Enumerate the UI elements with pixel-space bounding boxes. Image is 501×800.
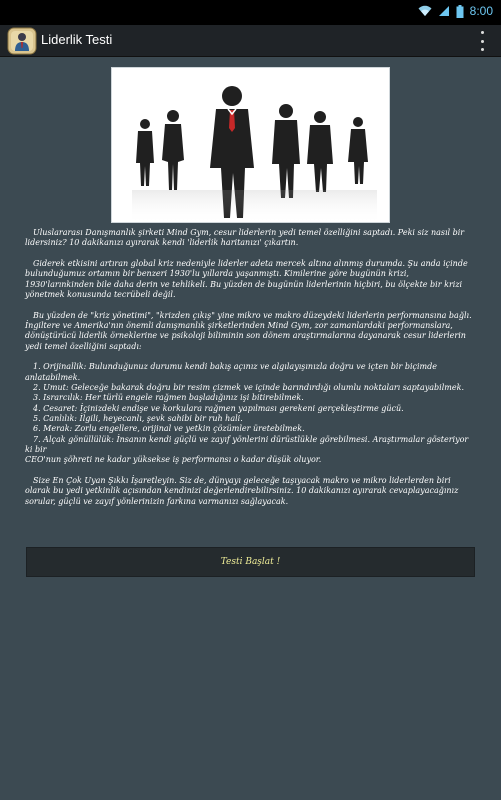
list-item: 1. Orijinallik: Bulunduğunuz durumu kendi bakış açınız ve algılayışınızla doğru ve içten bir biçimde anlatabilmek. bbox=[25, 362, 437, 382]
list-item: 3. Israrcılık: Her türlü engele rağmen başladığınız işi bitirebilmek. bbox=[33, 393, 304, 403]
status-time: 8:00 bbox=[469, 4, 493, 18]
wifi-icon bbox=[418, 5, 432, 17]
battery-icon bbox=[456, 5, 464, 18]
hero-image bbox=[111, 67, 390, 223]
crisis-paragraph: Giderek etkisini artıran global kriz nedeniyle liderler adeta mercek altına alınmış durumda. Şu anda içinde bulunduğumuz ortamın bir benzeri 1930'lu yıllarda yaşanmıştı. Kimilerine göre bugünün krizi, 1930'larınkinden bile daha derin ve tehlikeli. Bu yüzden de bugünün liderlerinin hiçbiri, bu ölçekte bir krizi yönetmek konusunda tecrübeli değil. bbox=[25, 259, 468, 299]
research-paragraph: Bu yüzden de "kriz yönetimi", "krizden çıkış" yine mikro ve makro düzeydeki liderlerin performansına bağlı. İngiltere ve Amerika'nın önemli danışmanlık şirketlerinden Mind Gym, zor zamanlardaki performanslara, dönüştürücü liderlik örneklerine ve psikoloji biliminin son dönem araştırmalarına dayanarak cesur liderlerin yedi temel özelliğini saptadı: bbox=[25, 310, 472, 351]
status-icons bbox=[418, 4, 493, 18]
traits-list bbox=[25, 362, 475, 465]
list-item: 4. Cesaret: İçinizdeki endişe ve korkulara rağmen yapılması gerekeni gerçekleştirme gücü. bbox=[33, 403, 404, 413]
start-test-button[interactable]: Testi Başlat ! bbox=[26, 547, 475, 577]
intro-paragraph: Uluslararası Danışmanlık şirketi Mind Gym, cesur liderlerin yedi temel özelliğini saptadı. Peki siz nasıl bir lidersiniz? 10 dakikanızı ayırarak kendi 'liderlik haritanızı' çıkartın. bbox=[25, 228, 465, 248]
article-text bbox=[25, 228, 475, 517]
list-item: 6. Merak: Zorlu engellere, orijinal ve yetkin çözümler üretebilmek. bbox=[33, 424, 305, 434]
signal-icon bbox=[438, 5, 450, 17]
app-logo-icon[interactable] bbox=[7, 27, 37, 55]
closing-paragraph: Size En Çok Uyan Şıkkı İşaretleyin. Siz de, dünyayı geleceğe taşıyacak makro ve mikro liderlerden biri olarak bu yedi yetkinlik açısından kendinizi değerlendirebilirsiniz. 10 dakikanızı ayırarak cevaplayacağınız sorular, güçlü ve zayıf yönlerinizin farkına varmanızı sağlayacak. bbox=[25, 475, 459, 506]
status-bar bbox=[0, 0, 501, 25]
list-item: 2. Umut: Geleceğe bakarak doğru bir resim çizmek ve içinde barındırdığı olumlu noktaları saptayabilmek. bbox=[33, 383, 464, 393]
overflow-menu-icon[interactable] bbox=[479, 31, 485, 51]
app-title: Liderlik Testi bbox=[41, 32, 113, 47]
list-item: 5. Canlılık: İlgili, heyecanlı, şevk sahibi bir ruh hali. bbox=[33, 413, 243, 423]
action-bar bbox=[0, 25, 501, 57]
list-item: 7. Alçak gönüllülük: İnsanın kendi güçlü ve zayıf yönlerini dürüstlükle görebilmesi. Araştırmalar gösteriyor ki bir bbox=[25, 434, 469, 454]
list-item-continuation: CEO'nun şöhreti ne kadar yüksekse iş performansı o kadar düşük oluyor. bbox=[25, 455, 322, 465]
business-people-silhouettes bbox=[112, 68, 390, 223]
